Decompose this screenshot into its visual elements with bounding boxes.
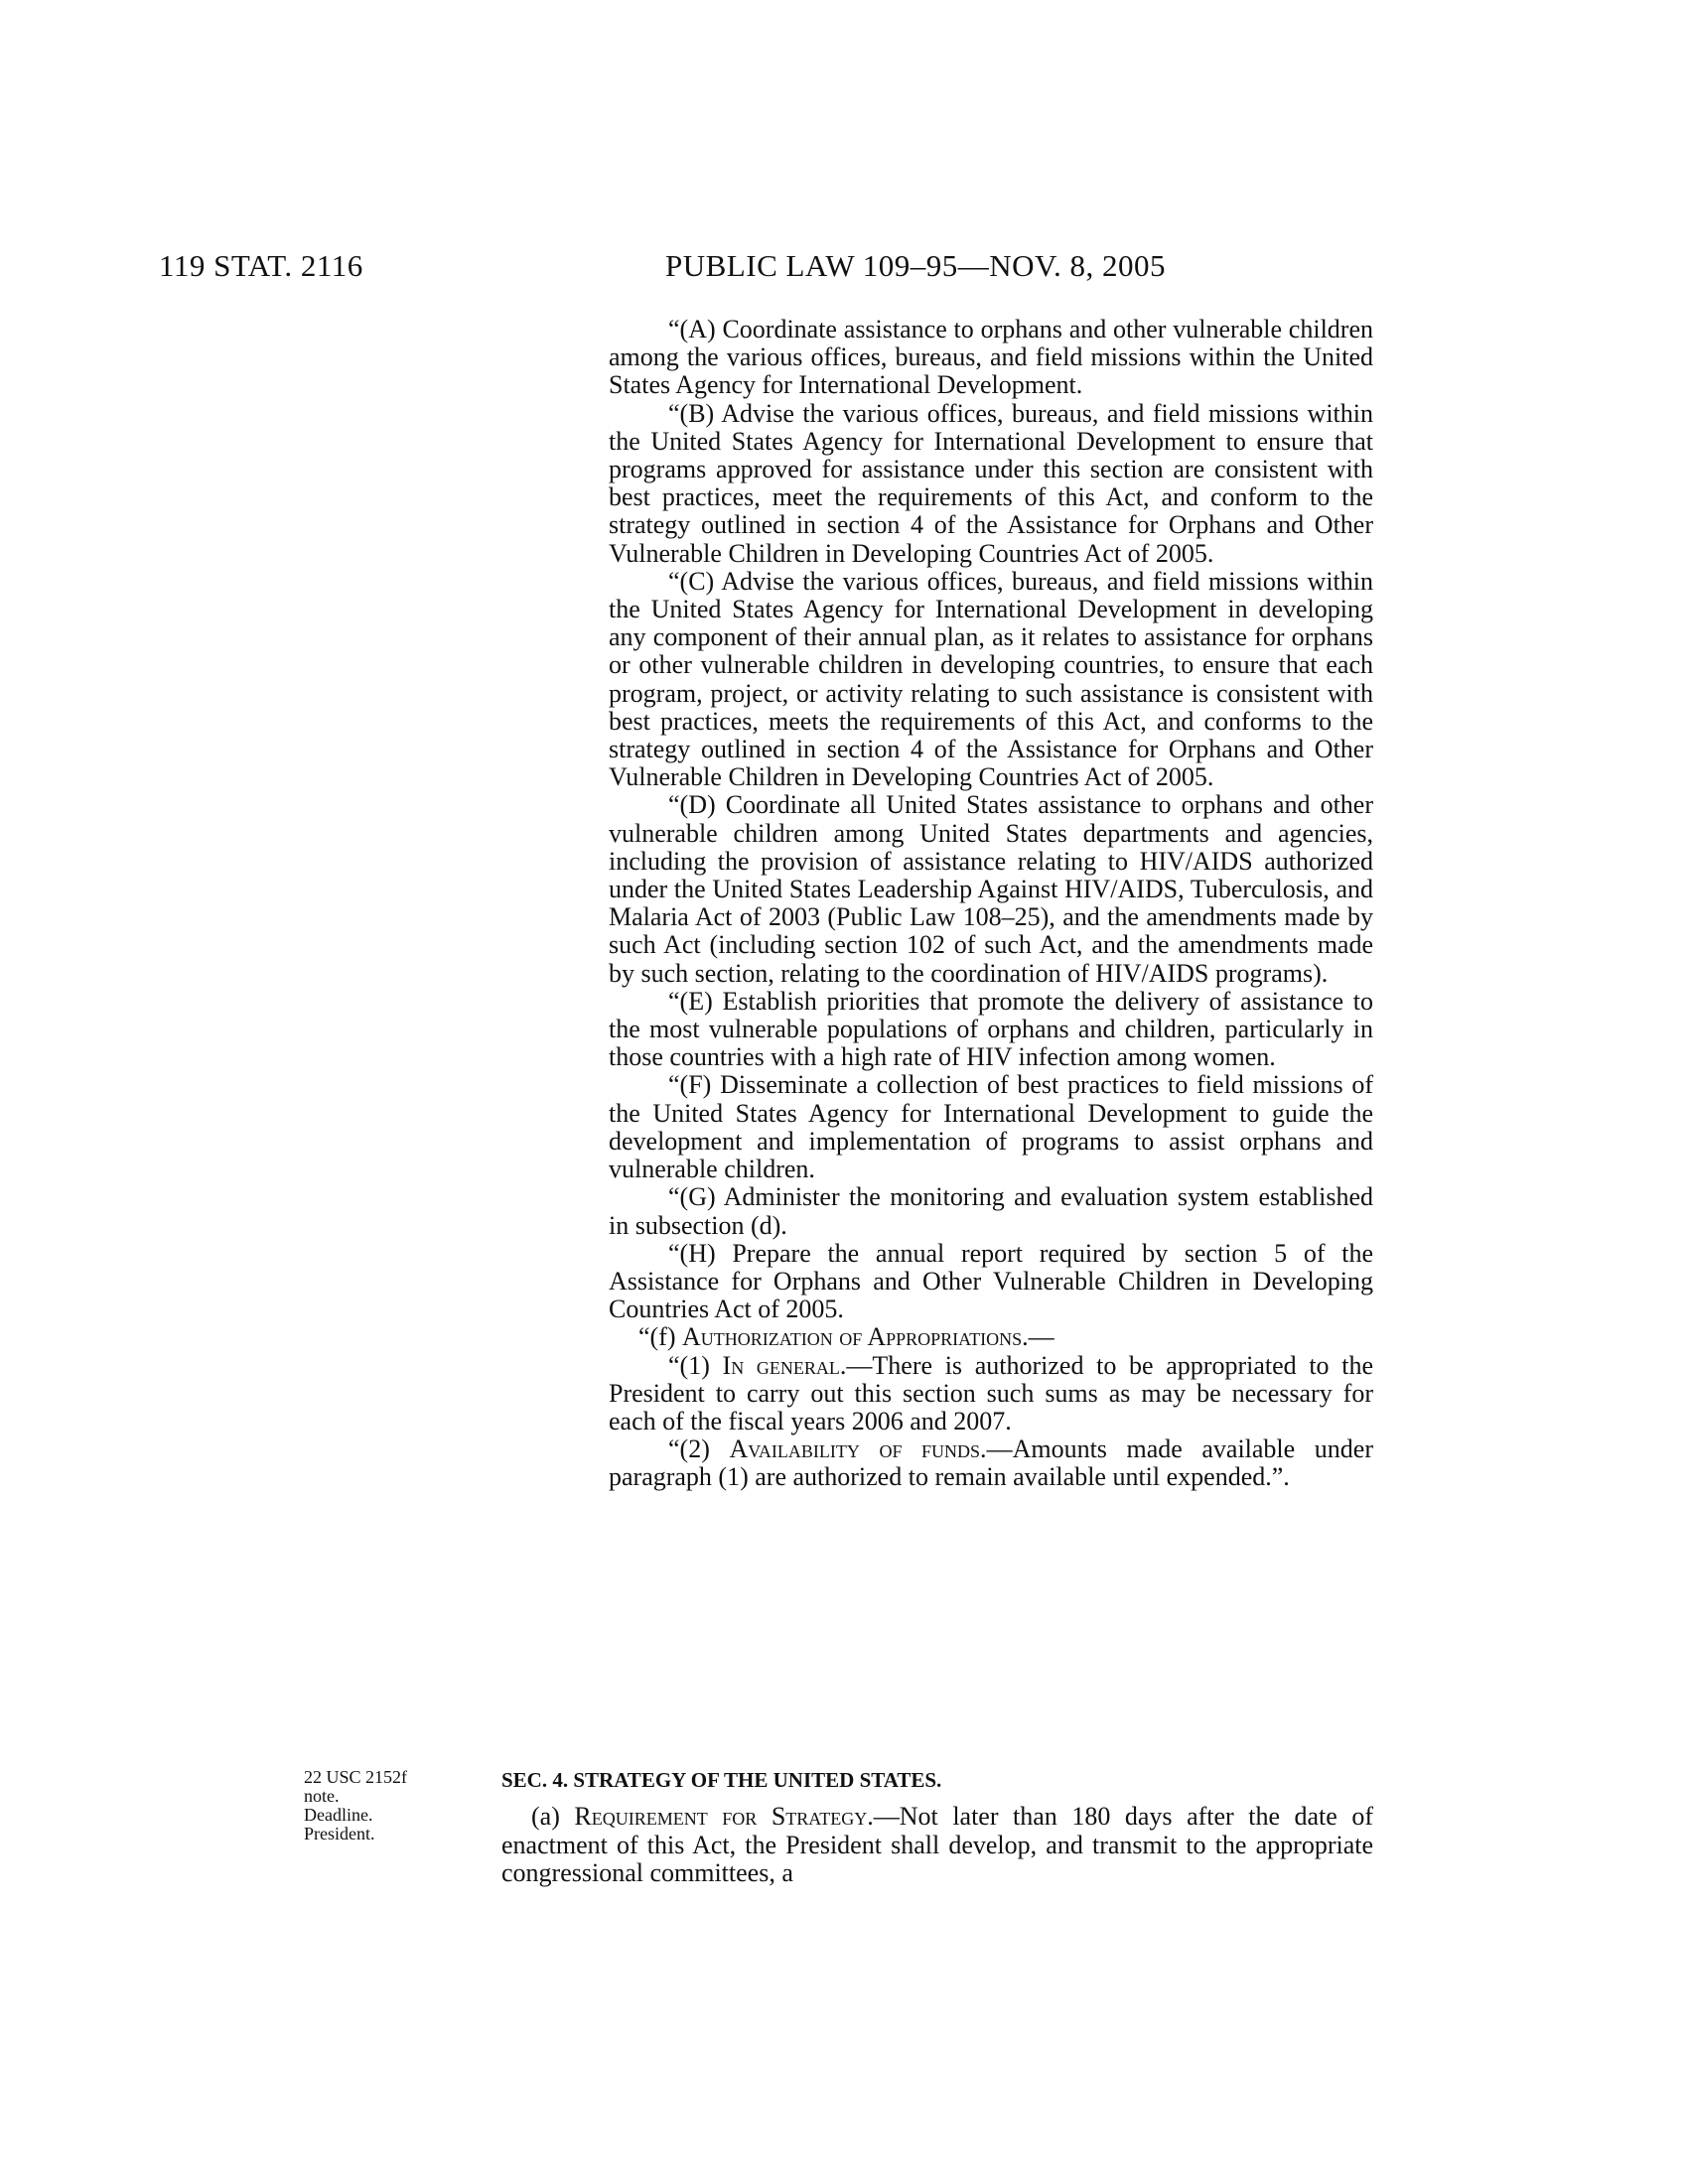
paragraph-h: “(H) Prepare the annual report required by section 5 of the Assistance for Orphans and Other Vulnerable Children in Developing Countries Act of 2005. (609, 1238, 1373, 1324)
paragraph-1-text: —There is authorized to be appropriated to the President to carry out this section such sums as may be necessary for each of the fiscal years 2006 and 2007. (609, 1350, 1374, 1435)
running-header-title: PUBLIC LAW 109–95—NOV. 8, 2005 (665, 248, 1166, 283)
subsection-f-paragraph-1 (609, 1352, 1373, 1436)
subsection-f-prefix: “(f) (638, 1322, 683, 1352)
section-4-heading: SEC. 4. STRATEGY OF THE UNITED STATES. (501, 1768, 942, 1792)
paragraph-2-text: —Amounts made available under paragraph (1) are authorized to remain available until expended.”. (609, 1434, 1373, 1492)
paragraph-2-heading: Availability of funds. (729, 1434, 987, 1464)
paragraph-c: “(C) Advise the various offices, bureaus, and field missions within the United States Agency for International Development in developing any component of their annual plan, as it relates to assistance for orphans or other vulnerable children in developing countries, to ensure that each program, project, or activity relating to such assistance is consistent with best practices, meets the requirements of this Act, and conforms to the strategy outlined in section 4 of the Assistance for Orphans and Other Vulnerable Children in Developing Countries Act of 2005. (609, 566, 1373, 792)
page-stat-number: 119 STAT. 2116 (159, 248, 363, 283)
main-text-column (609, 316, 1373, 1492)
section-4-subsection-a (501, 1803, 1373, 1888)
margin-note-deadline: Deadline. (304, 1805, 373, 1825)
subsection-f-title: Authorization of Appropriations.— (682, 1322, 1055, 1352)
paragraph-1-heading: In general. (722, 1350, 847, 1380)
subsection-f-paragraph-2 (609, 1435, 1373, 1491)
paragraph-a: “(A) Coordinate assistance to orphans and other vulnerable children among the various offices, bureaus, and field missions within the United States Agency for International Development. (609, 315, 1373, 400)
subsection-a-heading: Requirement for Strategy. (574, 1802, 874, 1831)
subsection-a-text: —Not later than 180 days after the date of enactment of this Act, the President shall develop, and transmit to the appropriate congressional committees, a (501, 1802, 1374, 1888)
paragraph-b: “(B) Advise the various offices, bureaus, and field missions within the United States Agency for International Development to ensure that programs approved for assistance under this section are consistent with best practices, meet the requirements of this Act, and conform to the strategy outlined in section 4 of the Assistance for Orphans and Other Vulnerable Children in Developing Countries Act of 2005. (609, 398, 1373, 568)
paragraph-d: “(D) Coordinate all United States assistance to orphans and other vulnerable children among United States departments and agencies, including the provision of assistance relating to HIV/AIDS authorized under the United States Leadership Against HIV/AIDS, Tuberculosis, and Malaria Act of 2003 (Public Law 108–25), and the amendments made by such Act (including section 102 of such Act, and the amendments made by such section, relating to the coordination of HIV/AIDS programs). (609, 790, 1373, 988)
paragraph-e: “(E) Establish priorities that promote the delivery of assistance to the most vulnerable populations of orphans and children, particularly in those countries with a high rate of HIV infection among women. (609, 986, 1373, 1072)
margin-note-usc: 22 USC 2152f (304, 1767, 408, 1787)
section-4-body (501, 1803, 1373, 1888)
paragraph-f: “(F) Disseminate a collection of best practices to field missions of the United States Agency for International Development to guide the development and implementation of programs to assist orphans and vulnerable children. (609, 1070, 1373, 1184)
margin-note-note: note. (304, 1786, 340, 1806)
margin-notes (304, 1768, 413, 1843)
paragraph-2-number: “(2) (668, 1434, 730, 1464)
subsection-a-number: (a) (531, 1802, 575, 1831)
margin-note-president: President. (304, 1824, 375, 1843)
subsection-f-heading (609, 1323, 1373, 1351)
paragraph-g: “(G) Administer the monitoring and evaluation system established in subsection (d). (609, 1182, 1373, 1240)
paragraph-1-number: “(1) (668, 1350, 723, 1380)
